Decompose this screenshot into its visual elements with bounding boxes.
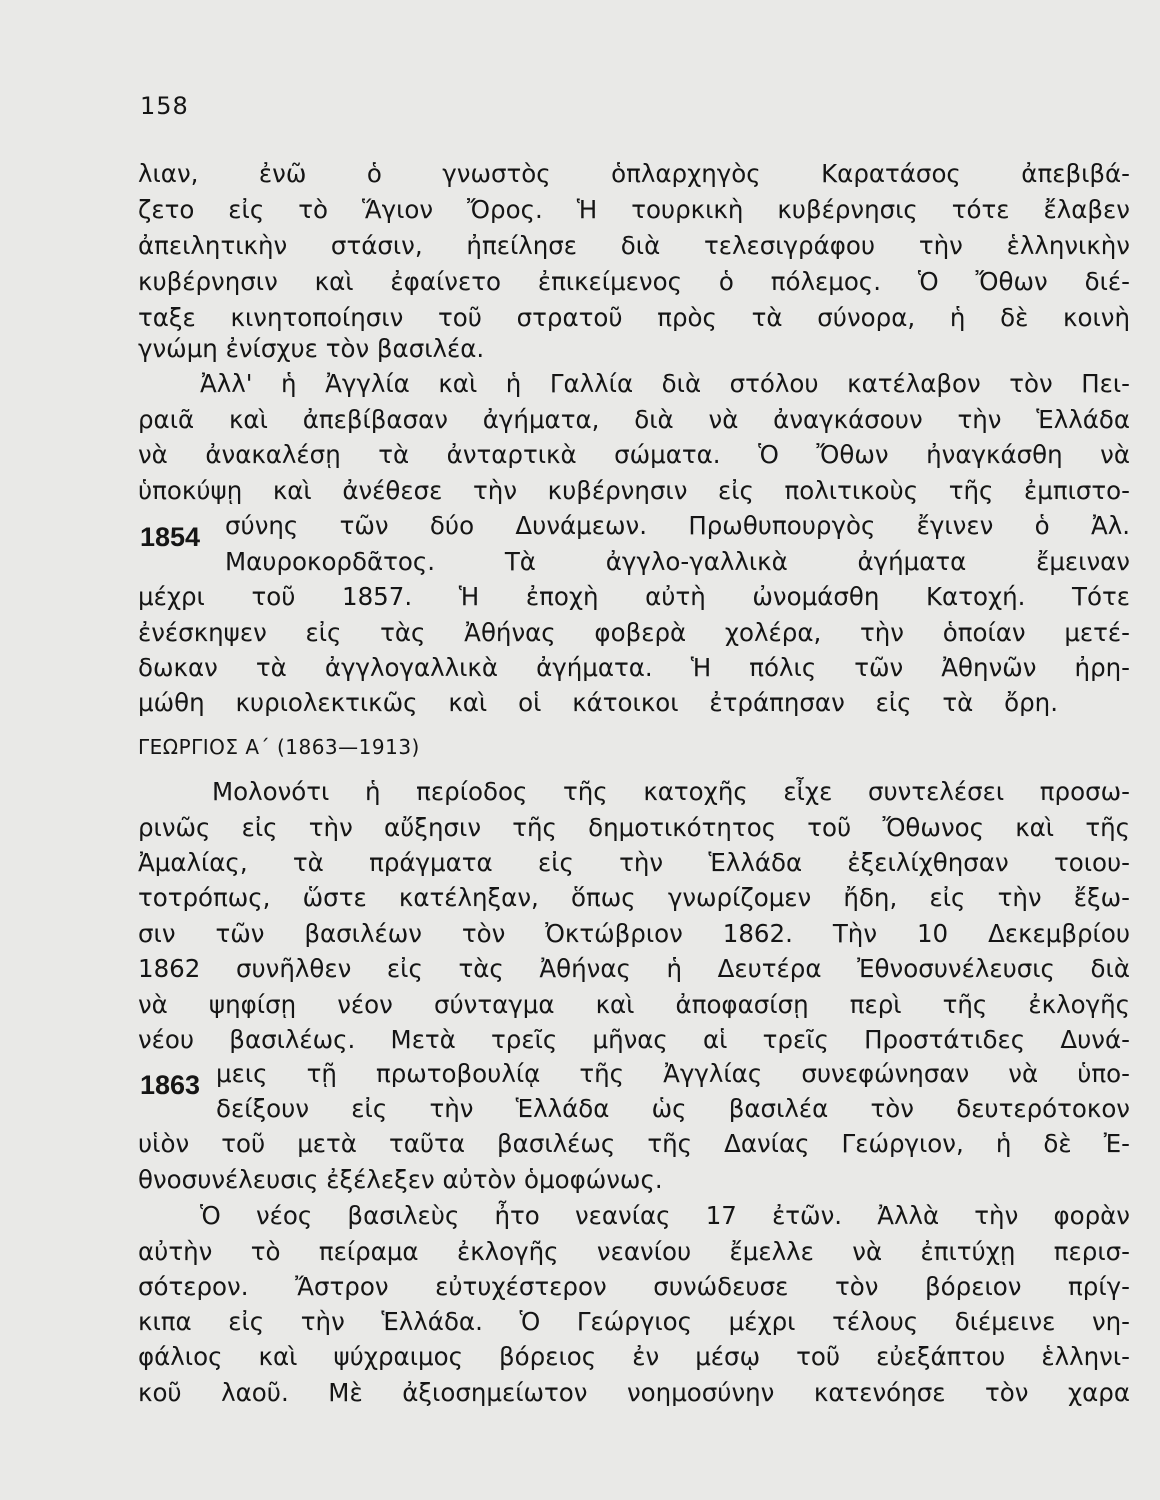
- text-line: ὑποκύψῃ καὶ ἀνέθεσε τὴν κυβέρνησιν εἰς πολιτικοὺς τῆς ἐμπιστο-: [138, 476, 1130, 505]
- page-number: 158: [140, 92, 189, 120]
- text-line: αὐτὴν τὸ πείραμα ἐκλογῆς νεανίου ἔμελλε νὰ ἐπιτύχῃ περισ-: [138, 1237, 1130, 1266]
- text-line: ἐνέσκηψεν εἰς τὰς Ἀθήνας φοβερὰ χολέρα, τὴν ὁποίαν μετέ-: [138, 618, 1130, 647]
- text-line: ρινῶς εἰς τὴν αὔξησιν τῆς δημοτικότητος τοῦ Ὄθωνος καὶ τῆς: [138, 813, 1130, 842]
- text-line: δωκαν τὰ ἀγγλογαλλικὰ ἀγήματα. Ἡ πόλις τῶν Ἀθηνῶν ἠρη-: [138, 653, 1130, 682]
- text-line: σότερον. Ἄστρον εὐτυχέστερον συνώδευσε τὸν βόρειον πρίγ-: [138, 1272, 1130, 1301]
- text-line: μώθη κυριολεκτικῶς καὶ οἱ κάτοικοι ἐτράπησαν εἰς τὰ ὄρη.: [138, 688, 1058, 717]
- text-line: θνοσυνέλευσις ἐξέλεξεν αὐτὸν ὁμοφώνως.: [138, 1165, 663, 1194]
- text-line: Ὁ νέος βασιλεὺς ἦτο νεανίας 17 ἐτῶν. Ἀλλὰ τὴν φορὰν: [200, 1201, 1130, 1230]
- margin-year: 1854: [140, 522, 201, 552]
- text-line: κιπα εἰς τὴν Ἑλλάδα. Ὁ Γεώργιος μέχρι τέλους διέμεινε νη-: [138, 1307, 1130, 1336]
- text-line: 1862 συνῆλθεν εἰς τὰς Ἀθήνας ἡ Δευτέρα Ἐθνοσυνέλευσις διὰ: [138, 954, 1130, 983]
- text-line: τοτρόπως, ὥστε κατέληξαν, ὅπως γνωρίζομεν ἤδη, εἰς τὴν ἔξω-: [138, 883, 1130, 912]
- text-line: υἱὸν τοῦ μετὰ ταῦτα βασιλέως τῆς Δανίας Γεώργιον, ἡ δὲ Ἐ-: [138, 1129, 1130, 1158]
- text-line: ἀπειλητικὴν στάσιν, ἠπείλησε διὰ τελεσιγράφου τὴν ἑλληνικὴν: [138, 231, 1130, 260]
- text-line: νὰ ψηφίσῃ νέον σύνταγμα καὶ ἀποφασίσῃ περὶ τῆς ἐκλογῆς: [138, 990, 1130, 1019]
- text-line: κοῦ λαοῦ. Μὲ ἀξιοσημείωτον νοημοσύνην κατενόησε τὸν χαρα: [138, 1378, 1130, 1407]
- text-line: Ἀμαλίας, τὰ πράγματα εἰς τὴν Ἑλλάδα ἐξειλίχθησαν τοιου-: [138, 848, 1130, 877]
- text-line: γνώμη ἐνίσχυε τὸν βασιλέα.: [138, 334, 485, 363]
- text-line: νέου βασιλέως. Μετὰ τρεῖς μῆνας αἱ τρεῖς Προστάτιδες Δυνά-: [138, 1025, 1130, 1054]
- text-line: λιαν, ἐνῶ ὁ γνωστὸς ὁπλαρχηγὸς Καρατάσος ἀπεβιβά-: [138, 159, 1130, 188]
- text-line: μεις τῇ πρωτοβουλίᾳ τῆς Ἀγγλίας συνεφώνησαν νὰ ὑπο-: [216, 1059, 1130, 1088]
- text-line: ραιᾶ καὶ ἀπεβίβασαν ἀγήματα, διὰ νὰ ἀναγκάσουν τὴν Ἑλλάδα: [138, 405, 1130, 434]
- text-line: Μαυροκορδᾶτος. Τὰ ἀγγλο-γαλλικὰ ἀγήματα ἔμειναν: [225, 547, 1130, 576]
- text-line: δείξουν εἰς τὴν Ἑλλάδα ὡς βασιλέα τὸν δευτερότοκον: [216, 1094, 1130, 1123]
- text-line: σύνης τῶν δύο Δυνάμεων. Πρωθυπουργὸς ἔγινεν ὁ Ἀλ.: [225, 511, 1130, 540]
- margin-year: 1863: [140, 1070, 201, 1100]
- text-line: φάλιος καὶ ψύχραιμος βόρειος ἐν μέσῳ τοῦ εὐεξάπτου ἑλληνι-: [138, 1342, 1130, 1371]
- text-line: σιν τῶν βασιλέων τὸν Ὀκτώβριον 1862. Τὴν 10 Δεκεμβρίου: [138, 919, 1130, 948]
- text-line: ζετο εἰς τὸ Ἅγιον Ὄρος. Ἡ τουρκικὴ κυβέρνησις τότε ἔλαβεν: [138, 195, 1130, 224]
- text-line: κυβέρνησιν καὶ ἐφαίνετο ἐπικείμενος ὁ πόλεμος. Ὁ Ὄθων διέ-: [138, 267, 1130, 296]
- section-heading: ΓΕΩΡΓΙΟΣ Α΄ (1863—1913): [138, 735, 420, 759]
- text-line: ταξε κινητοποίησιν τοῦ στρατοῦ πρὸς τὰ σύνορα, ἡ δὲ κοινὴ: [138, 303, 1130, 332]
- text-line: νὰ ἀνακαλέσῃ τὰ ἀνταρτικὰ σώματα. Ὁ Ὄθων ἠναγκάσθη νὰ: [138, 440, 1130, 469]
- text-line: Μολονότι ἡ περίοδος τῆς κατοχῆς εἶχε συντελέσει προσω-: [212, 777, 1130, 806]
- text-line: Ἀλλ' ἡ Ἀγγλία καὶ ἡ Γαλλία διὰ στόλου κατέλαβον τὸν Πει-: [200, 369, 1130, 398]
- text-line: μέχρι τοῦ 1857. Ἡ ἐποχὴ αὐτὴ ὠνομάσθη Κατοχή. Τότε: [138, 582, 1130, 611]
